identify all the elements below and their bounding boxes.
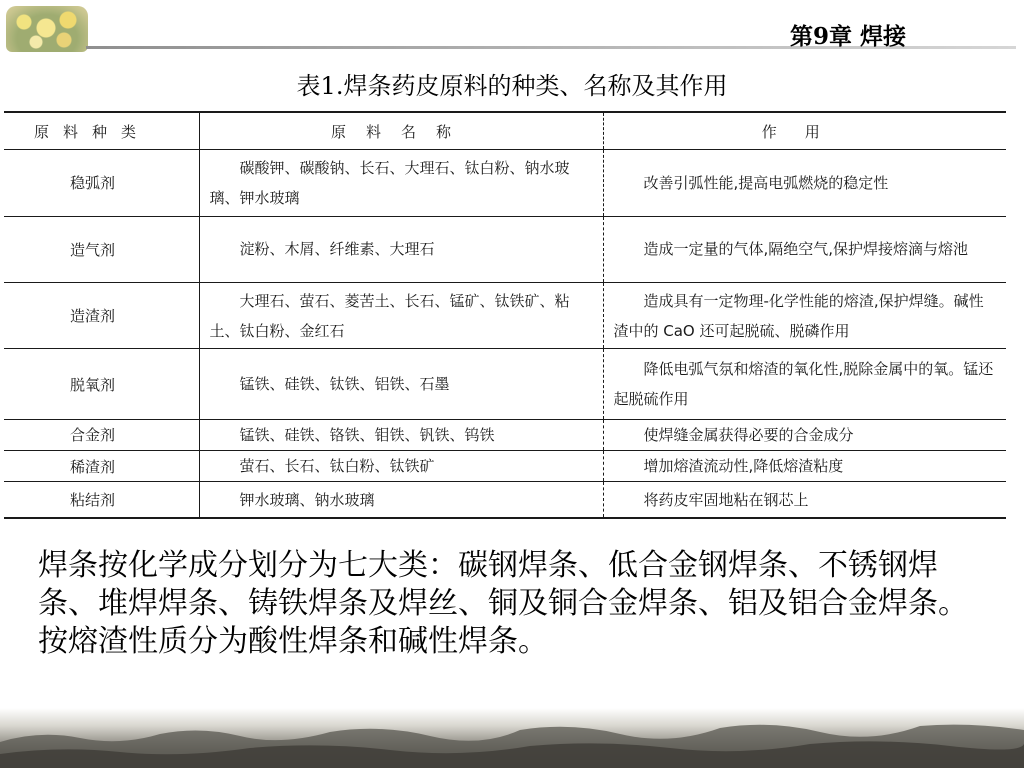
table-row: [4, 150, 1006, 216]
row-type: 造气剂: [4, 216, 199, 282]
table-row: [4, 216, 1006, 282]
row-type: 脱氧剂: [4, 349, 199, 419]
coating-materials-table: [4, 111, 1006, 519]
row-type: 稀渣剂: [4, 451, 199, 482]
row-type: 合金剂: [4, 419, 199, 450]
row-name: 碳酸钾、碳酸钠、长石、大理石、钛白粉、钠水玻璃、钾水玻璃: [199, 150, 603, 216]
bottom-landscape-band: [0, 708, 1024, 768]
row-use: 造成具有一定物理-化学性能的熔渣,保护焊缝。碱性渣中的 CaO 还可起脱硫、脱磷作用: [603, 283, 1006, 349]
header-type: 原料种类: [4, 112, 199, 150]
header-flower-image: [6, 6, 88, 52]
row-use: 改善引弧性能,提高电弧燃烧的稳定性: [603, 150, 1006, 216]
row-type: 粘结剂: [4, 482, 199, 518]
header-use: 作用: [603, 112, 1006, 150]
row-use: 使焊缝金属获得必要的合金成分: [603, 419, 1006, 450]
table-title: 表1.焊条药皮原料的种类、名称及其作用: [296, 72, 728, 100]
row-name: 大理石、萤石、菱苦土、长石、锰矿、钛铁矿、粘土、钛白粉、金红石: [199, 283, 603, 349]
row-name: 淀粉、木屑、纤维素、大理石: [199, 216, 603, 282]
table-row: [4, 482, 1006, 518]
header-name: 原料名称: [199, 112, 603, 150]
row-name: 锰铁、硅铁、钛铁、铝铁、石墨: [199, 349, 603, 419]
classification-by-slag: 按熔渣性质分为酸性焊条和碱性焊条。: [38, 624, 548, 659]
row-name: 钾水玻璃、钠水玻璃: [199, 482, 603, 518]
row-name: 萤石、长石、钛白粉、钛铁矿: [199, 451, 603, 482]
row-type: 造渣剂: [4, 283, 199, 349]
table-row: [4, 419, 1006, 450]
treeline-silhouette: [0, 708, 1024, 768]
table-header-row: [4, 112, 1006, 150]
table-row: [4, 283, 1006, 349]
row-use: 降低电弧气氛和熔渣的氧化性,脱除金属中的氧。锰还起脱硫作用: [603, 349, 1006, 419]
table-row: [4, 349, 1006, 419]
row-name: 锰铁、硅铁、铬铁、钼铁、钒铁、钨铁: [199, 419, 603, 450]
row-use: 将药皮牢固地粘在钢芯上: [603, 482, 1006, 518]
row-use: 增加熔渣流动性,降低熔渣粘度: [603, 451, 1006, 482]
body-text: [38, 547, 968, 661]
table-row: [4, 451, 1006, 482]
chapter-title: 第9章 焊接: [789, 23, 906, 50]
classification-by-composition: 焊条按化学成分划分为七大类：碳钢焊条、低合金钢焊条、不锈钢焊条、堆焊焊条、铸铁焊条及焊丝、铜及铜合金焊条、铝及铝合金焊条。: [38, 548, 968, 621]
row-type: 稳弧剂: [4, 150, 199, 216]
row-use: 造成一定量的气体,隔绝空气,保护焊接熔滴与熔池: [603, 216, 1006, 282]
